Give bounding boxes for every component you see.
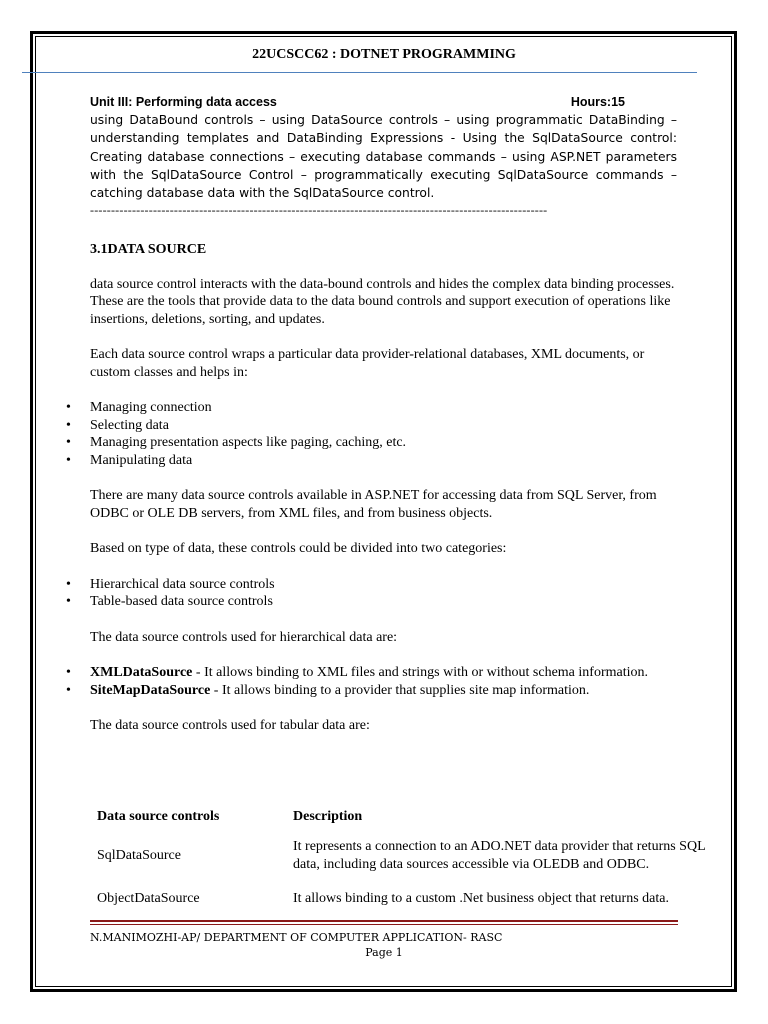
list-item (90, 682, 677, 700)
control-desc: - It allows binding to a provider that supplies site map information. (210, 682, 590, 698)
helps-list (90, 399, 677, 469)
table-cell: It allows binding to a custom .Net business object that returns data. (293, 891, 669, 907)
header-title: 22UCSCC62 : DOTNET PROGRAMMING (252, 47, 516, 62)
hierarchical-list (90, 664, 677, 699)
list-item: • Manipulating data (90, 452, 677, 470)
separator-line: ------------------------------------------------------------------------------------------------------------- (90, 203, 548, 218)
unit-hours: Hours:15 (570, 95, 625, 109)
list-item: • Table-based data source controls (90, 593, 677, 611)
table-header-row (90, 805, 723, 829)
list-item: • Hierarchical data source controls (90, 576, 677, 594)
unit-title: Unit III: Performing data access (90, 95, 277, 109)
table-row (90, 882, 723, 916)
section-title: 3.1DATA SOURCE (90, 242, 207, 258)
footer-rule (90, 920, 678, 922)
table-row (90, 829, 723, 882)
column-header: Data source controls (97, 809, 220, 825)
table-cell: It represents a connection to an ADO.NET data provider that returns SQL data, including data sources accessible via OLEDB and ODBC. (293, 839, 706, 872)
footer-page-number: Page 1 (365, 946, 403, 959)
column-header: Description (293, 809, 363, 825)
paragraph-tabular: The data source controls used for tabular data are: (90, 718, 370, 734)
list-item: • Managing presentation aspects like paging, caching, etc. (90, 434, 677, 452)
control-name: SiteMapDataSource (90, 682, 211, 698)
list-item: • Managing connection (90, 399, 677, 417)
list-item: • Selecting data (90, 417, 677, 435)
footer-author: N.MANIMOZHI-AP/ DEPARTMENT OF COMPUTER APPLICATION- RASC (90, 931, 503, 944)
categories-list (90, 576, 677, 611)
header-rule (22, 72, 697, 73)
control-desc: - It allows binding to XML files and strings with or without schema information. (192, 665, 648, 681)
main-content (90, 94, 677, 735)
table-cell: ObjectDataSource (97, 891, 200, 907)
control-name: XMLDataSource (90, 665, 193, 681)
paragraph-hierarchical: The data source controls used for hierarchical data are: (90, 629, 398, 645)
data-source-table (90, 805, 723, 916)
footer-rule-thin (90, 924, 678, 925)
list-item (90, 664, 677, 682)
paragraph-wraps: Each data source control wraps a particular data provider-relational databases, XML documents, or custom classes and helps in: (90, 347, 645, 380)
table-cell: SqlDataSource (97, 847, 181, 863)
paragraph-categories: Based on type of data, these controls could be divided into two categories: (90, 541, 507, 557)
unit-heading (90, 94, 677, 111)
paragraph-available: There are many data source controls available in ASP.NET for accessing data from SQL Server, from ODBC or OLE DB servers, from XML files, and from business objects. (90, 488, 657, 521)
unit-description: using DataBound controls – using DataSource controls – using programmatic DataBinding – understanding templates and DataBinding Expressions - Using the SqlDataSource control: Creating database connections – executing database commands – using ASP.NET parameters with the SqlDataSource Control – programmatically executing SqlDataSource commands – catching database data with the SqlDataSource control. (90, 113, 677, 201)
paragraph-intro: data source control interacts with the data-bound controls and hides the complex data binding processes. These are the tools that provide data to the data bound controls and support execution of operations like insertions, deletions, sorting, and updates. (90, 276, 675, 327)
